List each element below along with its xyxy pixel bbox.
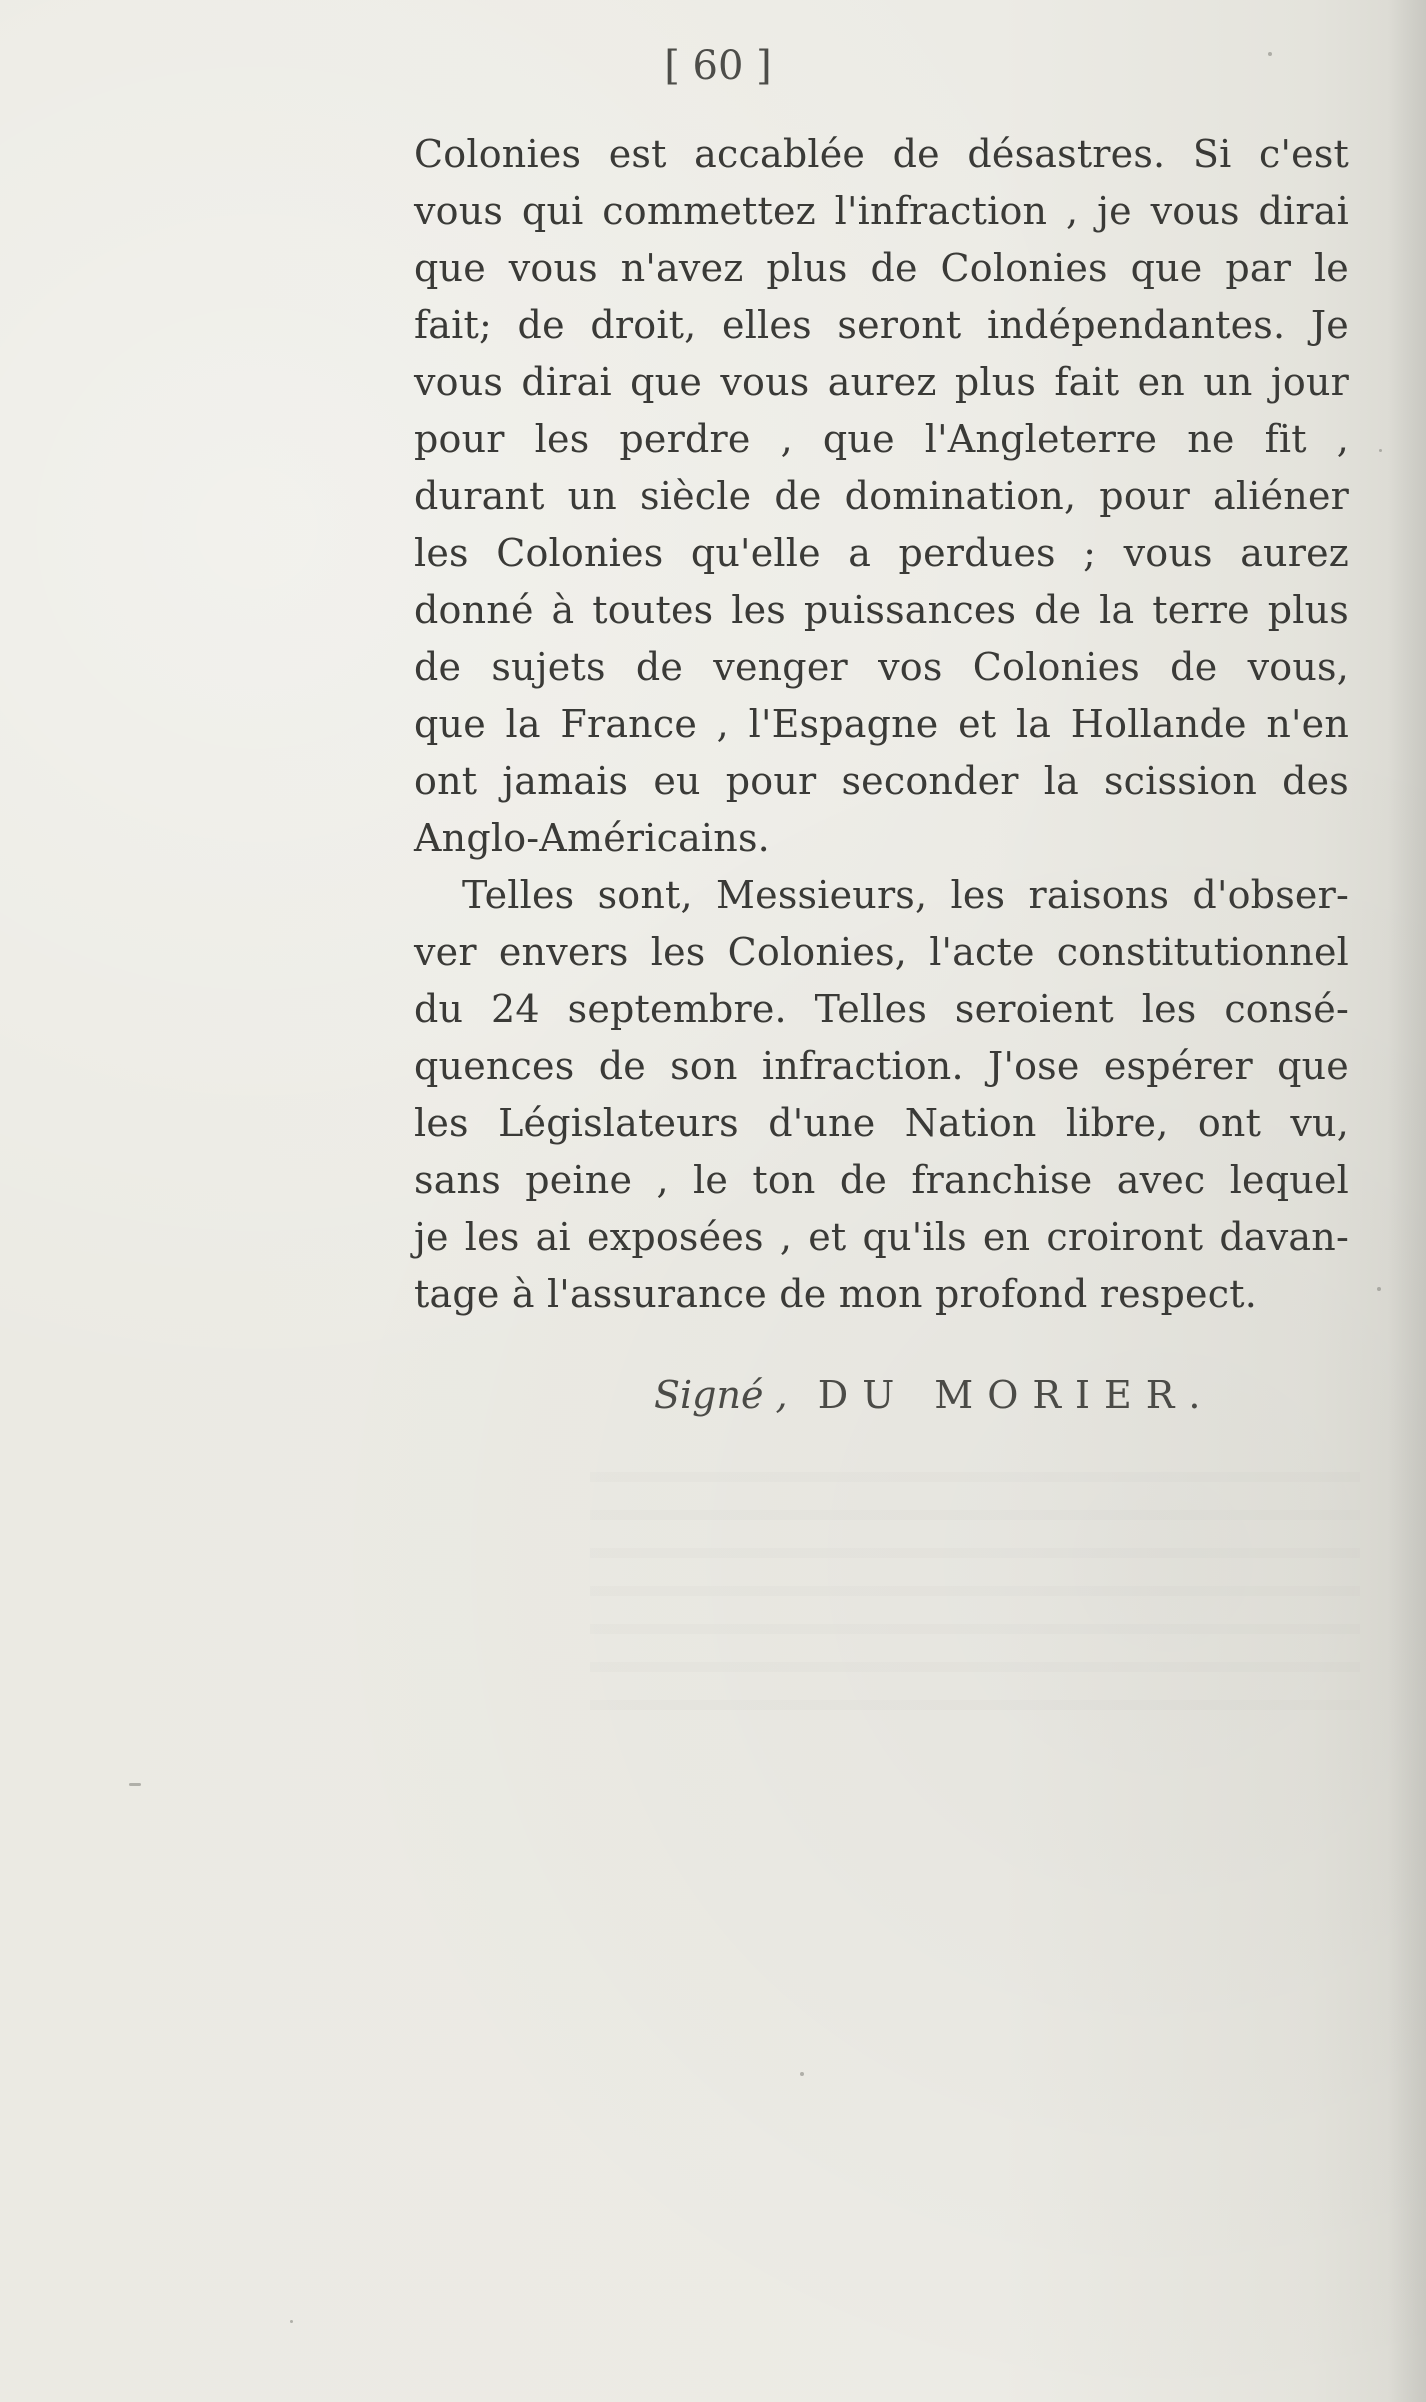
text-line: sans peine , le ton de franchise avec lequel bbox=[414, 1158, 1349, 1202]
signature-line bbox=[654, 1373, 1215, 1417]
text-line: Anglo-Américains. bbox=[414, 816, 770, 860]
page-number: [ 60 ] bbox=[664, 43, 772, 89]
text-line: vous qui commettez l'infraction , je vous dirai bbox=[414, 189, 1349, 233]
text-line: du 24 septembre. Telles seroient les consé- bbox=[414, 987, 1349, 1031]
paper-speck bbox=[1377, 1287, 1381, 1291]
signature-name: DU MORIER. bbox=[817, 1373, 1215, 1417]
text-line: que la France , l'Espagne et la Hollande n'en bbox=[414, 702, 1349, 746]
paper-speck bbox=[1268, 52, 1272, 56]
text-line: durant un siècle de domination, pour aliéner bbox=[414, 474, 1349, 518]
text-line: de sujets de venger vos Colonies de vous, bbox=[414, 645, 1349, 689]
signature-prefix: Signé , bbox=[654, 1373, 788, 1417]
text-line: fait; de droit, elles seront indépendantes. Je bbox=[414, 303, 1349, 347]
text-line: les Législateurs d'une Nation libre, ont vu, bbox=[414, 1101, 1349, 1145]
text-line: Telles sont, Messieurs, les raisons d'obser- bbox=[462, 873, 1349, 917]
paper-speck bbox=[1379, 449, 1382, 452]
text-line: ver envers les Colonies, l'acte constitutionnel bbox=[414, 930, 1349, 974]
text-line: pour les perdre , que l'Angleterre ne fit , bbox=[414, 417, 1349, 461]
text-line: que vous n'avez plus de Colonies que par le bbox=[414, 246, 1349, 290]
text-line: je les ai exposées , et qu'ils en croiront davan- bbox=[414, 1215, 1349, 1259]
text-line: tage à l'assurance de mon profond respect. bbox=[414, 1272, 1257, 1316]
text-line: Colonies est accablée de désastres. Si c'est bbox=[414, 132, 1349, 176]
paper-speck bbox=[129, 1783, 141, 1786]
paper-speck bbox=[800, 2072, 804, 2076]
text-line: vous dirai que vous aurez plus fait en un jour bbox=[414, 360, 1349, 404]
text-line: quences de son infraction. J'ose espérer que bbox=[414, 1044, 1349, 1088]
main-text bbox=[414, 126, 1349, 1323]
paper-speck bbox=[290, 2320, 293, 2323]
text-line: ont jamais eu pour seconder la scission des bbox=[414, 759, 1349, 803]
text-line: donné à toutes les puissances de la terre plus bbox=[414, 588, 1349, 632]
show-through-text bbox=[590, 1450, 1360, 1710]
page-edge-shadow bbox=[1388, 0, 1426, 2402]
text-line: les Colonies qu'elle a perdues ; vous aurez bbox=[414, 531, 1349, 575]
